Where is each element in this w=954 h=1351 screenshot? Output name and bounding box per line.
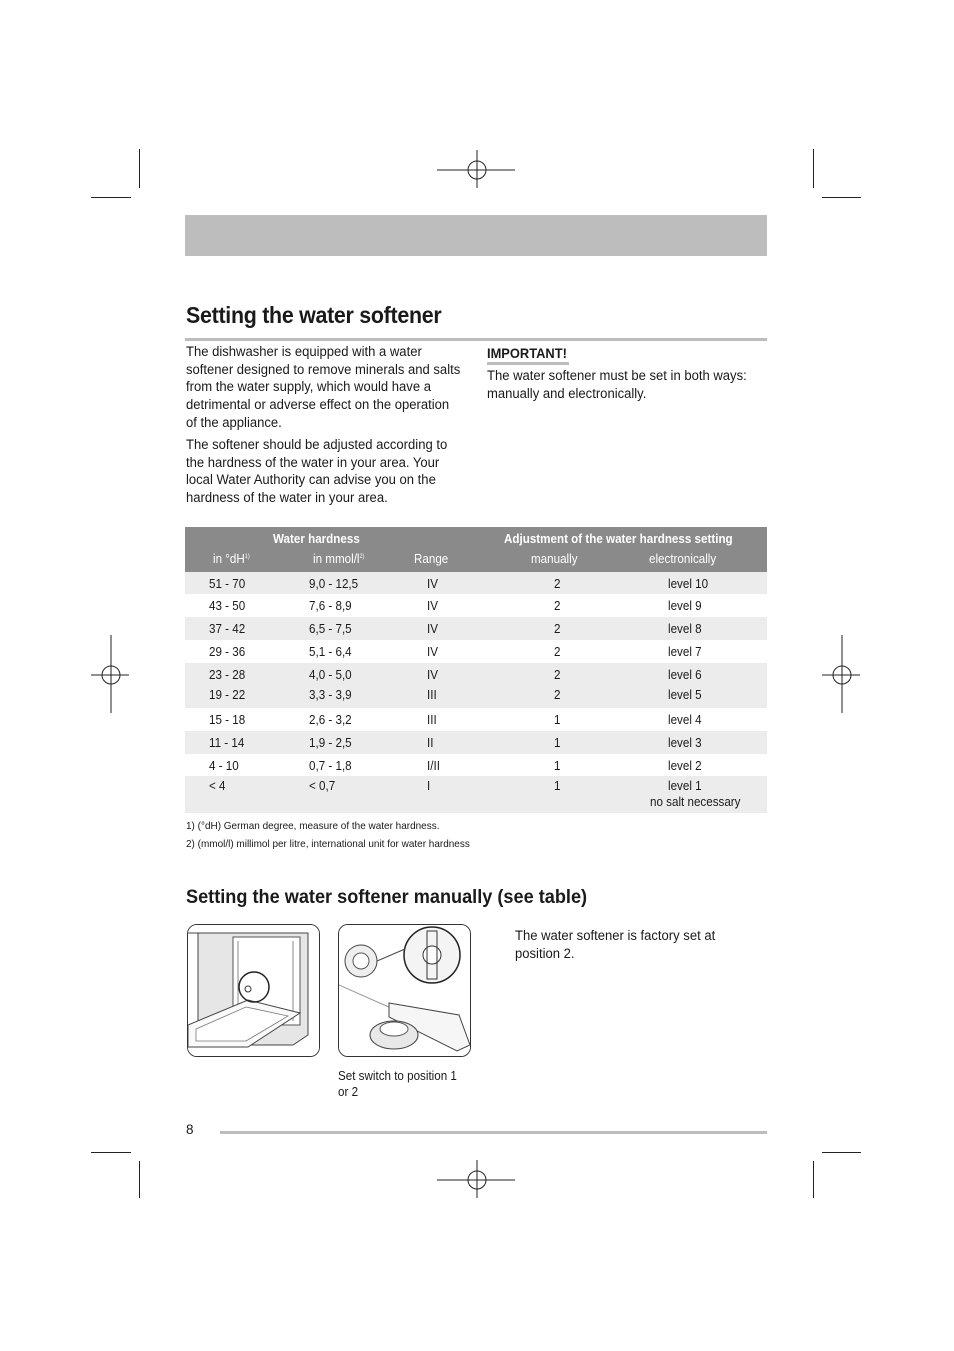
cell-note: no salt necessary [650, 795, 741, 809]
important-line: The water softener must be set in both ways: [487, 368, 747, 384]
figure-caption [338, 1069, 457, 1100]
cell-dh: 51 - 70 [209, 577, 246, 591]
table-row [185, 572, 767, 594]
cell-mmol: < 0,7 [309, 779, 336, 793]
header-water-hardness: Water hardness [273, 532, 360, 546]
dishwasher-illustration [187, 924, 320, 1057]
important-line: manually and electronically. [487, 385, 647, 402]
header-electronically: electronically [649, 552, 717, 566]
cell-dh: 43 - 50 [209, 599, 246, 613]
switch-drawing [339, 925, 470, 1056]
table-row [185, 640, 767, 663]
table-row [185, 776, 767, 813]
registration-mark-bottom [437, 1160, 517, 1200]
footnote-ref-2: 2) [359, 553, 365, 560]
cell-dh: 37 - 42 [209, 622, 246, 636]
cell-mmol: 6,5 - 7,5 [309, 622, 352, 636]
factory-setting-text [515, 928, 715, 963]
cell-manual: 2 [554, 645, 561, 659]
cell-electronic: level 4 [668, 713, 702, 727]
registration-mark-left [91, 635, 131, 715]
cell-mmol: 1,9 - 2,5 [309, 736, 352, 750]
header-mmol-label: in mmol/l [313, 552, 360, 566]
caption-line: Set switch to position 1 [338, 1069, 457, 1083]
cell-manual: 2 [554, 599, 561, 613]
section-heading-manual: Setting the water softener manually (see table) [186, 886, 588, 908]
cell-range: I/II [427, 759, 440, 773]
softener-switch-illustration [338, 924, 471, 1057]
cell-electronic: level 6 [668, 668, 702, 682]
cell-mmol: 0,7 - 1,8 [309, 759, 352, 773]
cell-manual: 1 [554, 736, 561, 750]
header-adjustment: Adjustment of the water hardness setting [504, 532, 733, 546]
header-dh [213, 552, 250, 566]
cell-manual: 2 [554, 577, 561, 591]
table-row [185, 731, 767, 754]
intro-2-line: the hardness of the water in your area. Your [186, 454, 440, 471]
cell-manual: 1 [554, 759, 561, 773]
cell-dh: 11 - 14 [209, 736, 245, 750]
caption-line: or 2 [338, 1084, 359, 1099]
cell-range: IV [427, 577, 438, 591]
cell-mmol: 9,0 - 12,5 [309, 577, 359, 591]
cell-dh: 15 - 18 [209, 713, 246, 727]
header-dh-label: in °dH [213, 552, 245, 566]
intro-1-line: detrimental or adverse effect on the operation [186, 397, 450, 414]
cell-manual: 1 [554, 779, 561, 793]
header-range: Range [414, 552, 449, 566]
cell-electronic: level 5 [668, 688, 702, 702]
header-bar [185, 215, 767, 256]
footnote-2: 2) (mmol/l) millimol per litre, international unit for water hardness [186, 838, 470, 850]
cell-range: III [427, 688, 437, 702]
footer-rule [220, 1131, 767, 1134]
factory-line: The water softener is factory set at [515, 928, 716, 944]
footnote-1: 1) (°dH) German degree, measure of the water hardness. [186, 820, 440, 832]
cell-dh: 23 - 28 [209, 668, 246, 682]
registration-mark-top [437, 150, 517, 190]
table-row [185, 617, 767, 640]
cell-dh: 4 - 10 [209, 759, 239, 773]
cell-electronic: level 3 [668, 736, 702, 750]
factory-line: position 2. [515, 945, 575, 962]
cell-electronic: level 7 [668, 645, 702, 659]
cell-range: I [427, 779, 431, 793]
table-row [185, 708, 767, 731]
header-mmol [313, 552, 364, 566]
intro-2-line: local Water Authority can advise you on the [186, 472, 436, 489]
cell-manual: 2 [554, 668, 561, 682]
cell-range: IV [427, 622, 438, 636]
intro-2-line: The softener should be adjusted according to [186, 437, 448, 453]
cell-manual: 2 [554, 688, 561, 702]
cell-range: IV [427, 645, 438, 659]
important-rule [487, 362, 569, 365]
intro-1-line: of the appliance. [186, 414, 282, 431]
cell-dh: < 4 [209, 779, 226, 793]
water-hardness-table [185, 527, 767, 813]
cell-range: III [427, 713, 437, 727]
cell-range: IV [427, 668, 438, 682]
header-manually: manually [531, 552, 578, 566]
cell-mmol: 4,0 - 5,0 [309, 668, 352, 682]
cell-electronic: level 10 [668, 577, 709, 591]
table-header [185, 527, 767, 572]
page-number: 8 [186, 1122, 194, 1137]
cell-range: II [427, 736, 434, 750]
dishwasher-drawing [188, 925, 319, 1056]
cell-mmol: 2,6 - 3,2 [309, 713, 352, 727]
cell-electronic: level 1 [668, 779, 702, 793]
intro-paragraph-2 [186, 437, 447, 508]
cell-range: IV [427, 599, 438, 613]
cell-manual: 2 [554, 622, 561, 636]
table-row [185, 686, 767, 708]
cell-mmol: 3,3 - 3,9 [309, 688, 352, 702]
registration-mark-right [822, 635, 862, 715]
cell-electronic: level 8 [668, 622, 702, 636]
cell-electronic: level 2 [668, 759, 702, 773]
cell-mmol: 7,6 - 8,9 [309, 599, 352, 613]
cell-manual: 1 [554, 713, 561, 727]
intro-1-line: The dishwasher is equipped with a water [186, 344, 422, 360]
title-rule [185, 338, 767, 341]
table-row [185, 663, 767, 686]
intro-1-line: from the water supply, which would have a [186, 379, 431, 396]
cell-dh: 19 - 22 [209, 688, 246, 702]
important-label: IMPORTANT! [487, 345, 567, 361]
cell-electronic: level 9 [668, 599, 702, 613]
page-title: Setting the water softener [186, 302, 442, 328]
footnote-ref-1: 1) [244, 553, 250, 560]
cell-dh: 29 - 36 [209, 645, 246, 659]
intro-paragraph-1 [186, 344, 460, 433]
table-row [185, 594, 767, 617]
table-row [185, 754, 767, 776]
intro-2-line: hardness of the water in your area. [186, 490, 388, 507]
important-text [487, 368, 747, 403]
intro-1-line: softener designed to remove minerals and salts [186, 361, 461, 378]
cell-mmol: 5,1 - 6,4 [309, 645, 352, 659]
